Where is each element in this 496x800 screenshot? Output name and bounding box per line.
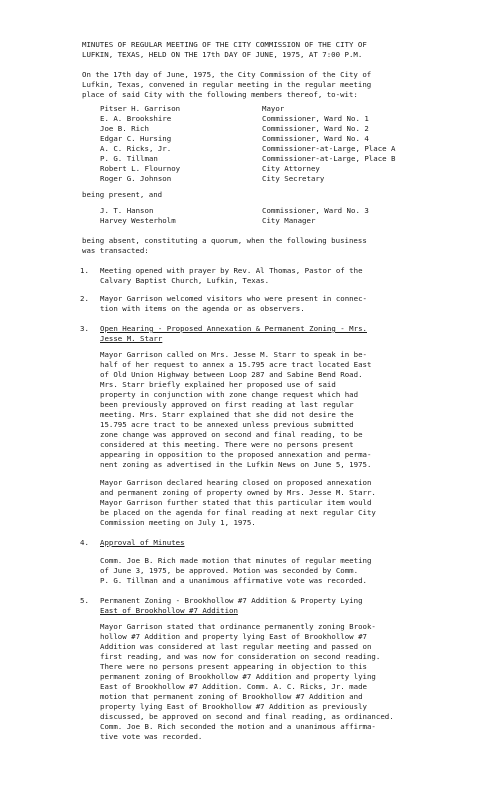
- paragraph-line: be placed on the agenda for final reading at next regular City: [100, 508, 376, 517]
- item-heading: Permanent Zoning - Brookhollow #7 Addition & Property Lying: [100, 596, 363, 605]
- paragraph-line: zone change was approved on second and final reading, to be: [100, 430, 363, 439]
- paragraph-line: Comm. Joe B. Rich seconded the motion and a unanimous affirma-: [100, 722, 376, 731]
- member-name: P. G. Tillman: [100, 154, 158, 163]
- paragraph-line: Comm. Joe B. Rich made motion that minutes of regular meeting: [100, 556, 372, 565]
- paragraph-line: Mayor Garrison further stated that this particular item would: [100, 498, 372, 507]
- intro-line: On the 17th day of June, 1975, the City Commission of the City of: [82, 70, 372, 79]
- quorum-line: being absent, constituting a quorum, when the following business: [82, 236, 367, 245]
- member-name: J. T. Hanson: [100, 206, 154, 215]
- item-heading: Open Hearing - Proposed Annexation & Permanent Zoning - Mrs.: [100, 324, 367, 333]
- absent-label: being present, and: [82, 190, 163, 199]
- paragraph-line: 15.795 acre tract to be annexed unless previous submitted: [100, 420, 354, 429]
- item-number: 2.: [80, 294, 89, 303]
- item-number: 5.: [80, 596, 89, 605]
- member-title: Commissioner, Ward No. 2: [262, 124, 369, 133]
- paragraph-line: permanent zoning of Brookhollow #7 Addition and property lying: [100, 672, 376, 681]
- member-title: City Manager: [262, 216, 316, 225]
- paragraph-line: hollow #7 Addition and property lying East of Brookhollow #7: [100, 632, 367, 641]
- paragraph-line: considered at this meeting. There were no persons present: [100, 440, 354, 449]
- paragraph-line: Mayor Garrison called on Mrs. Jesse M. Starr to speak in be-: [100, 350, 367, 359]
- item-number: 3.: [80, 324, 89, 333]
- paragraph-line: nent zoning as advertised in the Lufkin News on June 5, 1975.: [100, 460, 372, 469]
- paragraph-line: P. G. Tillman and a unanimous affirmative vote was recorded.: [100, 576, 367, 585]
- item-number: 1.: [80, 266, 89, 275]
- paragraph-line: Mayor Garrison stated that ordinance permanently zoning Brook-: [100, 622, 376, 631]
- paragraph-line: Mrs. Starr briefly explained her proposed use of said: [100, 380, 336, 389]
- item-text-line: Mayor Garrison welcomed visitors who were present in connec-: [100, 294, 367, 303]
- paragraph-line: appearing in opposition to the proposed annexation and perma-: [100, 450, 372, 459]
- member-title: Commissioner, Ward No. 1: [262, 114, 369, 123]
- member-title: Commissioner, Ward No. 4: [262, 134, 369, 143]
- member-name: Harvey Westerholm: [100, 216, 176, 225]
- item-heading: East of Brookhollow #7 Addition: [100, 606, 238, 615]
- member-name: Joe B. Rich: [100, 124, 149, 133]
- item-heading: Approval of Minutes: [100, 538, 185, 547]
- member-title: Commissioner, Ward No. 3: [262, 206, 369, 215]
- quorum-line: was transacted:: [82, 246, 149, 255]
- paragraph-line: of June 3, 1975, be approved. Motion was seconded by Comm.: [100, 566, 359, 575]
- member-name: A. C. Ricks, Jr.: [100, 144, 172, 153]
- paragraph-line: first reading, and was now for consideration on second reading.: [100, 652, 381, 661]
- paragraph-line: half of her request to annex a 15.795 acre tract located East: [100, 360, 372, 369]
- intro-line: Lufkin, Texas, convened in regular meeting in the regular meeting: [82, 80, 372, 89]
- paragraph-line: motion that permanent zoning of Brookhollow #7 Addition and: [100, 692, 363, 701]
- member-name: Roger G. Johnson: [100, 174, 172, 183]
- member-name: Robert L. Flournoy: [100, 164, 181, 173]
- paragraph-line: been previously approved on first reading at last regular: [100, 400, 354, 409]
- member-title: Commissioner-at-Large, Place A: [262, 144, 396, 153]
- member-name: Pitser H. Garrison: [100, 104, 181, 113]
- item-number: 4.: [80, 538, 89, 547]
- paragraph-line: meeting. Mrs. Starr explained that she did not desire the: [100, 410, 354, 419]
- paragraph-line: East of Brookhollow #7 Addition. Comm. A. C. Ricks, Jr. made: [100, 682, 367, 691]
- paragraph-line: property in conjunction with zone change request which had: [100, 390, 359, 399]
- paragraph-line: tive vote was recorded.: [100, 732, 203, 741]
- member-title: City Secretary: [262, 174, 325, 183]
- item-heading: Jesse M. Starr: [100, 334, 163, 343]
- item-text-line: tion with items on the agenda or as observers.: [100, 304, 305, 313]
- paragraph-line: discussed, be approved on second and final reading, as ordinanced.: [100, 712, 394, 721]
- paragraph-line: and permanent zoning of property owned by Mrs. Jesse M. Starr.: [100, 488, 376, 497]
- item-text-line: Meeting opened with prayer by Rev. Al Thomas, Pastor of the: [100, 266, 363, 275]
- item-text-line: Calvary Baptist Church, Lufkin, Texas.: [100, 276, 270, 285]
- paragraph-line: of Old Union Highway between Loop 287 and Sabine Bend Road.: [100, 370, 363, 379]
- member-name: Edgar C. Hursing: [100, 134, 172, 143]
- paragraph-line: Addition was considered at last regular meeting and passed on: [100, 642, 372, 651]
- paragraph-line: Mayor Garrison declared hearing closed on proposed annexation: [100, 478, 372, 487]
- member-name: E. A. Brookshire: [100, 114, 172, 123]
- member-title: City Attorney: [262, 164, 320, 173]
- intro-line: place of said City with the following members thereof, to-wit:: [82, 90, 358, 99]
- title-line: MINUTES OF REGULAR MEETING OF THE CITY COMMISSION OF THE CITY OF: [82, 40, 367, 49]
- member-title: Mayor: [262, 104, 285, 113]
- title-line: LUFKIN, TEXAS, HELD ON THE 17th DAY OF JUNE, 1975, AT 7:00 P.M.: [82, 50, 363, 59]
- paragraph-line: There were no persons present appearing in objection to this: [100, 662, 367, 671]
- paragraph-line: Commission meeting on July 1, 1975.: [100, 518, 256, 527]
- paragraph-line: property lying East of Brookhollow #7 Addition as previously: [100, 702, 367, 711]
- member-title: Commissioner-at-Large, Place B: [262, 154, 396, 163]
